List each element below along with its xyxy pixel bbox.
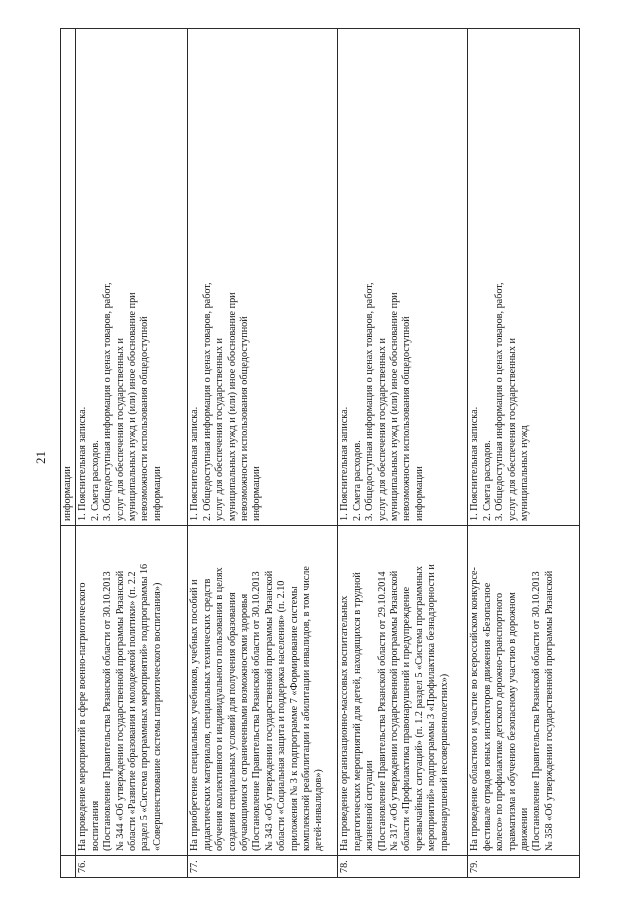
description-line: правонарушений несовершеннолетних») <box>438 673 450 851</box>
document-line: муниципальных нужд и (или) иное обоснование при <box>127 292 139 521</box>
description-line: детей-инвалидов») <box>313 769 325 851</box>
continuation-desc-cell <box>61 526 76 856</box>
row-number: 76. <box>76 856 188 878</box>
row-documents <box>76 29 188 526</box>
document-line: 3. Общедоступная информация о ценах товаров, работ, <box>494 282 506 521</box>
description-line: мероприятий» подпрограммы 3 «Профилактика безнадзорности и <box>426 564 438 851</box>
continuation-text: информации <box>62 466 73 521</box>
document-line: муниципальных нужд <box>519 425 531 521</box>
document-line: услуг для обеспечения государственных и <box>214 338 226 521</box>
document-line: услуг для обеспечения государственных и <box>376 338 388 521</box>
description-line: № 358 «Об утверждении государственной программы Рязанской <box>543 570 555 851</box>
description-line: (Постановление Правительства Рязанской области от 30.10.2013 <box>102 571 114 851</box>
description-line: На проведение организационно-массовых воспитательных <box>339 595 351 851</box>
row-documents <box>188 29 338 526</box>
description-line: дидактических материалов, специальных технических средств <box>201 578 213 851</box>
document-line: 2. Смета расходов. <box>89 440 101 521</box>
document-line: 1. Пояснительная записка. <box>469 406 481 521</box>
continuation-row <box>61 29 76 878</box>
row-number: 78. <box>338 856 468 878</box>
document-line: услуг для обеспечения государственных и <box>506 338 518 521</box>
document-line: услуг для обеспечения государственных и <box>114 338 126 521</box>
description-line: № 343 «Об утверждении государственной программы Рязанской <box>263 570 275 851</box>
document-line: 2. Смета расходов. <box>481 440 493 521</box>
table-wrapper <box>60 28 580 878</box>
description-line: движении <box>519 807 531 851</box>
description-line: (Постановление Правительства Рязанской области от 30.10.2013 <box>531 571 543 851</box>
row-description <box>338 526 468 856</box>
row-number: 77. <box>188 856 338 878</box>
description-line: (Постановление Правительства Рязанской области от 30.10.2013 <box>251 571 263 851</box>
description-line: (Постановление Правительства Рязанской области от 29.10.2014 <box>376 571 388 851</box>
description-line: чрезвычайных ситуаций» (п. 1.2 раздел 5 «Система программных <box>413 566 425 851</box>
description-line: № 344 «Об утверждении государственной программы Рязанской <box>114 570 126 851</box>
description-line: На проведение мероприятий в сфере военно-патриотического <box>77 582 89 851</box>
table-row <box>338 29 468 878</box>
description-line: обучающимися с ограниченными возможностями здоровья <box>239 593 251 851</box>
table-row <box>188 29 338 878</box>
document-line: 2. Смета расходов. <box>351 440 363 521</box>
document-line: 1. Пояснительная записка. <box>189 406 201 521</box>
description-line: комплексной реабилитации и абилитации инвалидов, в том числе <box>301 566 313 851</box>
row-number: 79. <box>468 856 580 878</box>
description-line: На проведение областного и участие во всероссийском конкурсе- <box>469 567 481 851</box>
document-line: невозможности использования общедоступной <box>401 316 413 521</box>
rotated-page <box>60 28 580 878</box>
document-line: муниципальных нужд и (или) иное обоснование при <box>226 292 238 521</box>
document-line: невозможности использования общедоступной <box>239 316 251 521</box>
description-line: травматизма и обучению безопасному участию в дорожном <box>506 592 518 851</box>
document-line: муниципальных нужд и (или) иное обоснование при <box>389 292 401 521</box>
document-line: 2. Общедоступная информация о ценах товаров, работ, <box>201 282 213 521</box>
continuation-num-cell <box>61 856 76 878</box>
document-line: информации <box>251 466 263 521</box>
document-line: 3. Общедоступная информация о ценах товаров, работ, <box>102 282 114 521</box>
document-line: 1. Пояснительная записка. <box>339 406 351 521</box>
description-line: обучения коллективного и индивидуального пользования в целях <box>214 567 226 851</box>
page-number: 21 <box>33 451 48 464</box>
continuation-docs-cell <box>61 29 76 526</box>
row-description <box>76 526 188 856</box>
description-line: воспитания <box>89 800 101 851</box>
description-line: фестивале отрядов юных инспекторов движения «Безопасное <box>481 582 493 851</box>
description-line: приложения № 3 к подпрограмме 7 «Формирование системы <box>288 586 300 851</box>
table-row <box>76 29 188 878</box>
document-line: 1. Пояснительная записка. <box>77 406 89 521</box>
row-description <box>188 526 338 856</box>
description-line: педагогических мероприятий для детей, находящихся в трудной <box>351 572 363 851</box>
document-line: информации <box>413 466 425 521</box>
table-row <box>468 29 580 878</box>
row-documents <box>338 29 468 526</box>
description-line: создания специальных условий для получения образования <box>226 592 238 851</box>
description-line: области «Развитие образования и молодежной политики» (п. 2.2 <box>127 571 139 851</box>
description-line: области «Профилактика правонарушений и предупреждение <box>401 586 413 851</box>
document-line: 3. Общедоступная информация о ценах товаров, работ, <box>364 282 376 521</box>
document-line: информации <box>151 466 163 521</box>
requirements-table <box>60 28 580 878</box>
description-line: раздел 5 «Система программных мероприятий» подпрограммы 16 <box>139 563 151 851</box>
document-line: невозможности использования общедоступной <box>139 316 151 521</box>
description-line: На приобретение специальных учебников, учебных пособий и <box>189 579 201 851</box>
row-description <box>468 526 580 856</box>
description-line: «Совершенствование системы патриотического воспитания») <box>151 582 163 851</box>
description-line: колесо» по профилактике детского дорожно-транспортного <box>494 592 506 851</box>
description-line: № 317 «Об утверждении государственной программы Рязанской <box>389 570 401 851</box>
description-line: области «Социальная защита и поддержка населения» (п. 2.10 <box>276 580 288 851</box>
row-documents <box>468 29 580 526</box>
description-line: жизненной ситуации <box>364 760 376 851</box>
